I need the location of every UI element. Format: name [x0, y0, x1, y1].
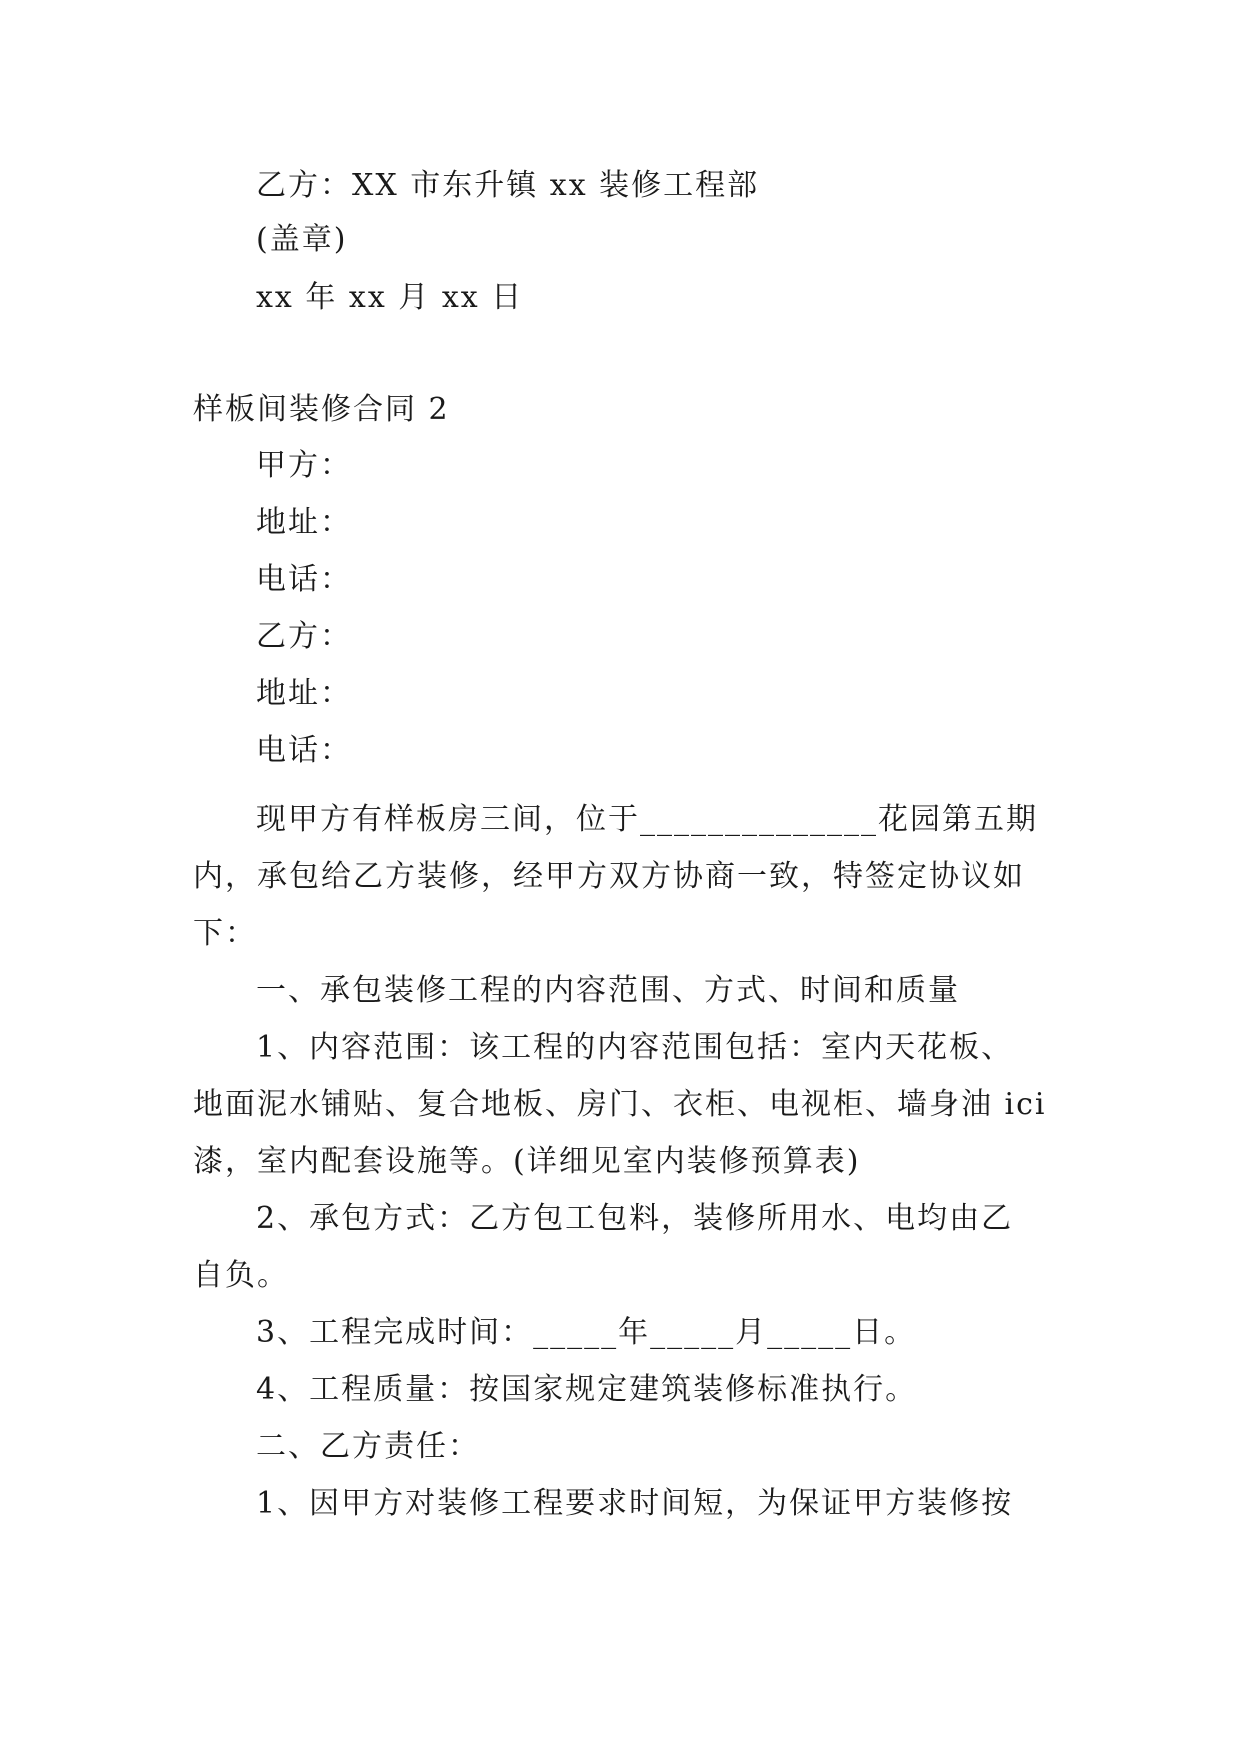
scope-item-line: 漆，室内配套设施等。(详细见室内装修预算表) [193, 1144, 861, 1179]
party-b-label: 乙方： [256, 619, 352, 654]
preamble-line: 内，承包给乙方装修，经甲方双方协商一致，特签定协议如 [193, 859, 1025, 894]
party-b-responsibility-line: 1、因甲方对装修工程要求时间短，为保证甲方装修按 [256, 1486, 1014, 1521]
scope-item-line: 地面泥水铺贴、复合地板、房门、衣柜、电视柜、墙身油 ici [193, 1087, 1047, 1122]
party-b-phone: 电话： [256, 733, 352, 768]
section-1-heading: 一、承包装修工程的内容范围、方式、时间和质量 [256, 973, 960, 1008]
party-a-phone: 电话： [256, 562, 352, 597]
contract-title: 样板间装修合同 2 [193, 392, 450, 427]
section-2-heading: 二、乙方责任： [256, 1429, 480, 1464]
quality-standard: 4、工程质量：按国家规定建筑装修标准执行。 [256, 1372, 918, 1407]
completion-time: 3、工程完成时间：_____年_____月_____日。 [256, 1315, 917, 1350]
preamble-line: 现甲方有样板房三间，位于______________花园第五期 [256, 802, 1038, 837]
party-b-signature: 乙方：XX 市东升镇 xx 装修工程部 [256, 168, 760, 203]
party-a-label: 甲方： [256, 448, 352, 483]
contract-method-line: 自负。 [193, 1258, 289, 1293]
seal-note: (盖章) [256, 222, 348, 257]
contract-method-line: 2、承包方式：乙方包工包料，装修所用水、电均由乙 [256, 1201, 1014, 1236]
party-b-address: 地址： [256, 676, 352, 711]
party-a-address: 地址： [256, 505, 352, 540]
scope-item-line: 1、内容范围：该工程的内容范围包括：室内天花板、 [256, 1030, 1014, 1065]
signature-date: xx 年 xx 月 xx 日 [256, 280, 524, 315]
preamble-line: 下： [193, 916, 257, 951]
